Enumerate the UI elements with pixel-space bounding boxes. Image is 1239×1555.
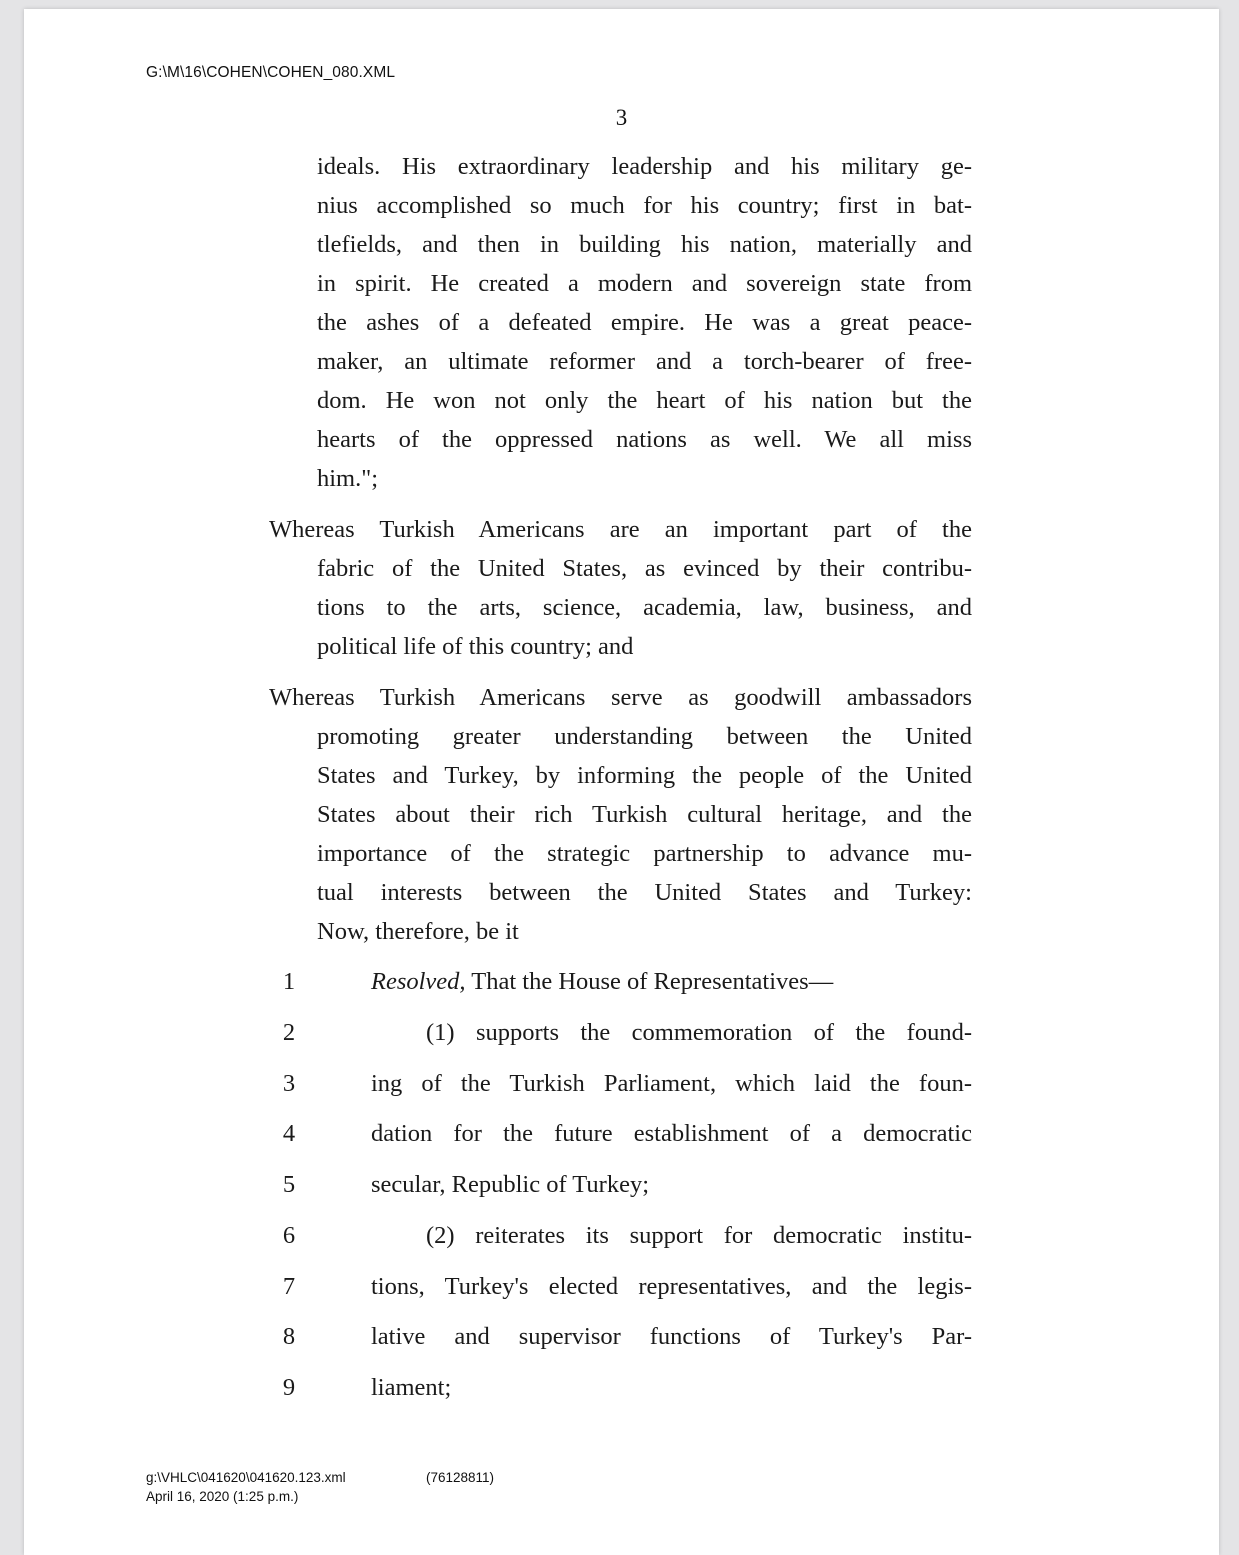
line-number: 8	[282, 1323, 296, 1350]
line-number: 4	[282, 1120, 296, 1147]
paragraph-line: Whereas Turkish Americans serve as goodwill ambassadors	[269, 684, 972, 711]
line-number: 9	[282, 1374, 296, 1401]
numbered-line-2	[24, 1018, 1219, 1048]
paragraph-line: the ashes of a defeated empire. He was a great peace-	[317, 309, 972, 336]
footer-date: April 16, 2020 (1:25 p.m.)	[146, 1489, 299, 1504]
page-footer	[146, 1468, 495, 1506]
resolution-line-text: dation for the future establishment of a democratic	[371, 1120, 972, 1147]
paragraph-line: promoting greater understanding between the United	[317, 723, 972, 750]
numbered-line-7	[24, 1272, 1219, 1302]
numbered-line-5	[24, 1170, 1219, 1200]
numbered-line-4	[24, 1119, 1219, 1149]
line-number: 2	[282, 1019, 296, 1046]
paragraph-line: States and Turkey, by informing the people of the United	[317, 762, 972, 789]
paragraph-line: maker, an ultimate reformer and a torch-bearer of free-	[317, 348, 972, 375]
paragraph-line: importance of the strategic partnership to advance mu-	[317, 840, 972, 867]
line-number: 1	[282, 968, 296, 995]
resolution-line-text: lative and supervisor functions of Turkey's Par-	[371, 1323, 972, 1350]
resolution-line-text: (2) reiterates its support for democratic institu-	[426, 1222, 972, 1249]
line-number: 5	[282, 1171, 296, 1198]
document-page	[24, 9, 1219, 1555]
numbered-line-1	[24, 967, 1219, 997]
line-number: 7	[282, 1273, 296, 1300]
paragraph-line: ideals. His extraordinary leadership and his military ge-	[317, 153, 972, 180]
paragraph-line: States about their rich Turkish cultural heritage, and the	[317, 801, 972, 828]
line-number: 3	[282, 1070, 296, 1097]
resolved-word: Resolved,	[371, 968, 466, 995]
resolution-line-text: liament;	[371, 1374, 452, 1401]
numbered-line-8	[24, 1322, 1219, 1352]
paragraph-line: nius accomplished so much for his country; first in bat-	[317, 192, 972, 219]
paragraph-line: him.";	[317, 465, 379, 492]
paragraph-line: hearts of the oppressed nations as well. We all miss	[317, 426, 972, 453]
paragraph-line: dom. He won not only the heart of his nation but the	[317, 387, 972, 414]
resolved-text: That the House of Representatives—	[471, 968, 834, 995]
paragraph-line: political life of this country; and	[317, 633, 634, 660]
resolution-line-text: (1) supports the commemoration of the found-	[426, 1019, 972, 1046]
page-number: 3	[615, 105, 628, 130]
paragraph-line: tual interests between the United States and Turkey:	[317, 879, 972, 906]
footer-code: (76128811)	[426, 1470, 495, 1485]
numbered-line-9	[24, 1373, 1219, 1403]
paragraph-line: Now, therefore, be it	[317, 918, 519, 945]
footer-file-path: g:\VHLC\041620\041620.123.xml	[146, 1470, 346, 1485]
header-file-path: G:\M\16\COHEN\COHEN_080.XML	[146, 64, 396, 81]
resolution-line-text: tions, Turkey's elected representatives, and the legis-	[371, 1273, 972, 1300]
resolution-line-text: secular, Republic of Turkey;	[371, 1171, 650, 1198]
resolved-clause	[371, 967, 833, 997]
line-number: 6	[282, 1222, 296, 1249]
paragraph-line: fabric of the United States, as evinced by their contribu-	[317, 555, 972, 582]
resolution-line-text: ing of the Turkish Parliament, which laid the foun-	[371, 1070, 972, 1097]
numbered-line-3	[24, 1069, 1219, 1099]
numbered-line-6	[24, 1221, 1219, 1251]
paragraph-line: tlefields, and then in building his nation, materially and	[317, 231, 972, 258]
paragraph-line: tions to the arts, science, academia, law, business, and	[317, 594, 972, 621]
paragraph-line: Whereas Turkish Americans are an important part of the	[269, 516, 972, 543]
paragraph-line: in spirit. He created a modern and sovereign state from	[317, 270, 972, 297]
